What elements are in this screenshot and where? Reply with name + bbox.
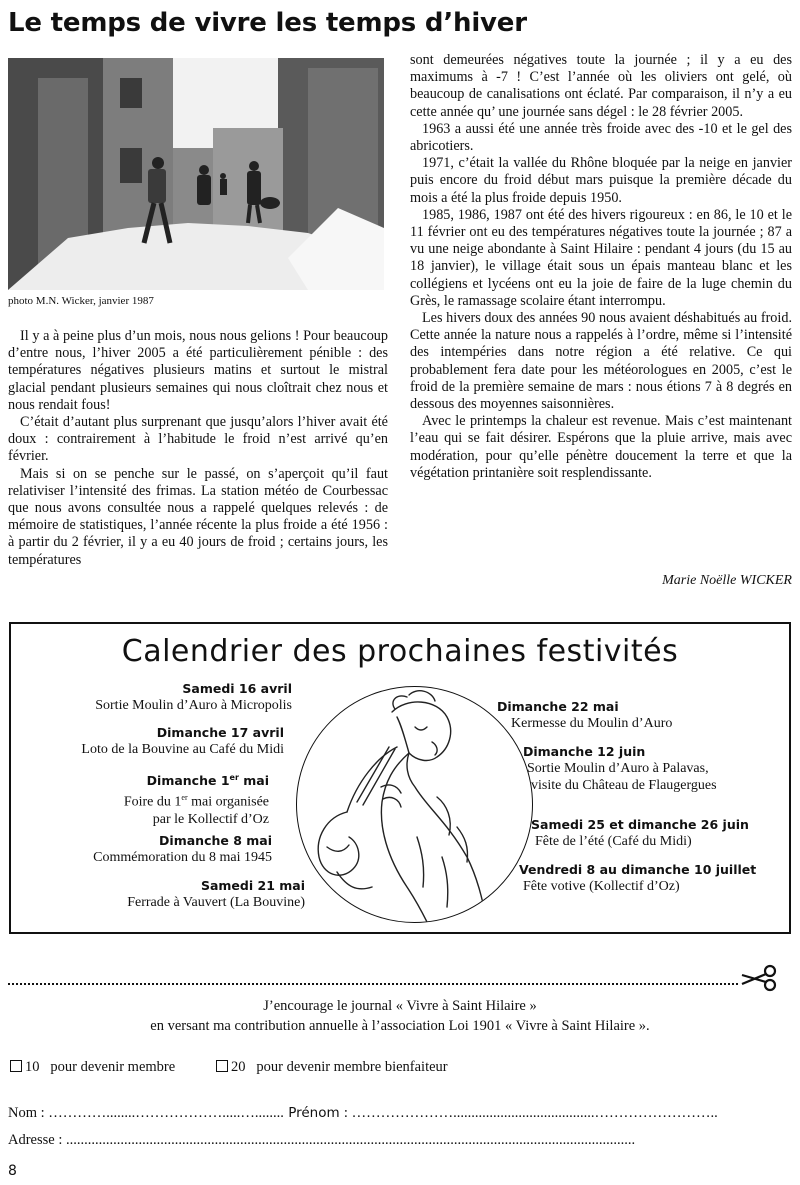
article-title: Le temps de vivre les temps d’hiver: [8, 8, 527, 38]
paragraph: Mais si on se penche sur le passé, on s’aperçoit qu’il faut relativiser l’intensité des frimas. La station météo de Courbessac que nous avons consultée nous a rappelé quelques relevés : de mémoire de statistiques, l’année récente la plus froide a été 1956 : à partir du 2 février, il y a eu 40 jours de froid ; certains jours, les températures: [8, 465, 388, 568]
article-column-2: [410, 52, 792, 482]
nom-label: Nom :: [8, 1105, 49, 1121]
option-amount: 20: [231, 1059, 246, 1075]
event-date: Dimanche 17 avril: [156, 725, 284, 740]
event-description: Foire du 1er mai organisée: [123, 793, 269, 810]
paragraph: 1985, 1986, 1987 ont été des hivers rigoureux : en 86, le 10 et le 11 février ont eu des températures négatives toute la journée ; 87 a vu une neige abondante à Saint Hilaire : pendant 4 jours (du 15 au 18 janvier), le village était sous un épais manteau blanc et les collégiens et lycéens ont eu la joie de faire de la luge chemin du Grès, le ramassage scolaire étant interrompu.: [410, 206, 792, 309]
paragraph: Il y a à peine plus d’un mois, nous nous gelions ! Pour beaucoup d’entre nous, l’hiver 2005 a été particulièrement pénible : des températures négatives plusieurs matins et surtout le mistral glacial pendant plusieurs semaines qui nous cloîtrait chez nous et nous rendait fous!: [8, 328, 388, 413]
benefactor-checkbox[interactable]: [216, 1060, 228, 1072]
snow-street-image: [8, 58, 384, 290]
paragraph: sont demeurées négatives toute la journée ; il y a eu des maximums à -7 ! C’est l’année où les oliviers ont gelé, où beaucoup de canalisations ont éclaté. Par comparaison, il n’y a eu cette année qu’ une journée sans dégel : le 28 février 2005.: [410, 52, 792, 120]
event-description: par le Kollectif d’Oz: [152, 811, 269, 827]
paragraph: Avec le printemps la chaleur est revenue. Mais c’est maintenant l’eau qui se fait désirer. Espérons que la pluie arrive, mais avec modération, pour qu’elle pénètre doucement la terre et que la végétation printanière soit resplendissante.: [410, 413, 792, 481]
adresse-field[interactable]: .............................................................................................................................................................: [66, 1132, 636, 1148]
paragraph: Les hivers doux des années 90 nous avaient déshabitués au froid. Cette année la nature nous a rappelés à l’ordre, même si l’intensité des intempéries dans notre région a été relative. Ce qui probablement fera date pour les météorologues en 2005, c’est le froid de la première semaine de mars : nous étions 7 à 8 degrés en dessous des moyennes saisonnières.: [410, 310, 792, 413]
scissors-icon: [740, 963, 780, 993]
event-description: Loto de la Bouvine au Café du Midi: [81, 742, 284, 757]
photo-caption: photo M.N. Wicker, janvier 1987: [8, 295, 154, 307]
event-date: Vendredi 8 au dimanche 10 juillet: [519, 862, 757, 877]
article-column-1: [8, 328, 388, 569]
event-date: Samedi 21 mai: [200, 878, 305, 893]
event-date: Dimanche 1er mai: [146, 773, 269, 789]
nom-field[interactable]: …………........……………….....…........: [48, 1105, 284, 1121]
calendar-title: Calendrier des prochaines festivités: [121, 634, 679, 669]
event-description: Sortie Moulin d’Auro à Micropolis: [95, 698, 292, 713]
adresse-label: Adresse :: [8, 1132, 66, 1148]
event-date: Samedi 25 et dimanche 26 juin: [531, 817, 749, 832]
option-label: pour devenir membre: [50, 1059, 176, 1075]
event-date: Dimanche 22 mai: [497, 699, 619, 714]
author-signature: Marie Noëlle WICKER: [662, 573, 792, 588]
name-row: [8, 1104, 718, 1122]
member-checkbox[interactable]: [10, 1060, 22, 1072]
option-label: pour devenir membre bienfaiteur: [256, 1059, 448, 1075]
event-date: Dimanche 12 juin: [523, 744, 646, 759]
event-5: [127, 877, 305, 911]
event-2: [81, 724, 284, 758]
event-description: Fête votive (Kollectif d’Oz): [523, 879, 680, 894]
option-benefactor[interactable]: [216, 1058, 448, 1076]
event-description: Commémoration du 8 mai 1945: [93, 850, 272, 865]
calendar-box: [9, 622, 791, 934]
event-9: [519, 861, 756, 895]
event-4: [93, 832, 272, 866]
paragraph: 1971, c’était la vallée du Rhône bloquée par la neige en janvier puis encore du froid début mars puisque la première décade du mois a été la plus froide depuis 1950.: [410, 155, 792, 206]
event-3: [124, 769, 269, 828]
prenom-field[interactable]: : ………………….......................................……………………..: [343, 1105, 718, 1121]
address-row: [8, 1131, 635, 1149]
page-number: 8: [8, 1163, 17, 1179]
event-description: Ferrade à Vauvert (La Bouvine): [127, 895, 305, 910]
cut-here-dotted-line: [8, 983, 738, 985]
winter-photo: [8, 58, 384, 290]
event-date: Samedi 16 avril: [182, 681, 292, 696]
event-7: [523, 743, 717, 794]
event-description: Fête de l’été (Café du Midi): [535, 834, 692, 849]
paragraph: C’était d’autant plus surprenant que jusqu’alors l’hiver avait été doux : contrairement à l’habitude le froid n’est arrivé qu’en février.: [8, 414, 388, 465]
event-6: [497, 698, 672, 732]
event-description: visite du Château de Flaugergues: [531, 778, 717, 793]
event-1: [95, 680, 292, 714]
subscription-line-1: J’encourage le journal « Vivre à Saint Hilaire »: [263, 998, 537, 1014]
option-member[interactable]: [10, 1058, 175, 1076]
prenom-label: Prénom: [283, 1105, 344, 1121]
subscription-line-2: en versant ma contribution annuelle à l’association Loi 1901 « Vivre à Saint Hilaire ».: [150, 1018, 650, 1034]
event-description: Sortie Moulin d’Auro à Palavas,: [527, 761, 709, 776]
paragraph: 1963 a aussi été une année très froide avec des -10 et le gel des abricotiers.: [410, 120, 792, 155]
option-amount: 10: [25, 1059, 40, 1075]
event-8: [531, 816, 749, 850]
event-date: Dimanche 8 mai: [159, 833, 272, 848]
event-description: Kermesse du Moulin d’Auro: [511, 716, 673, 731]
